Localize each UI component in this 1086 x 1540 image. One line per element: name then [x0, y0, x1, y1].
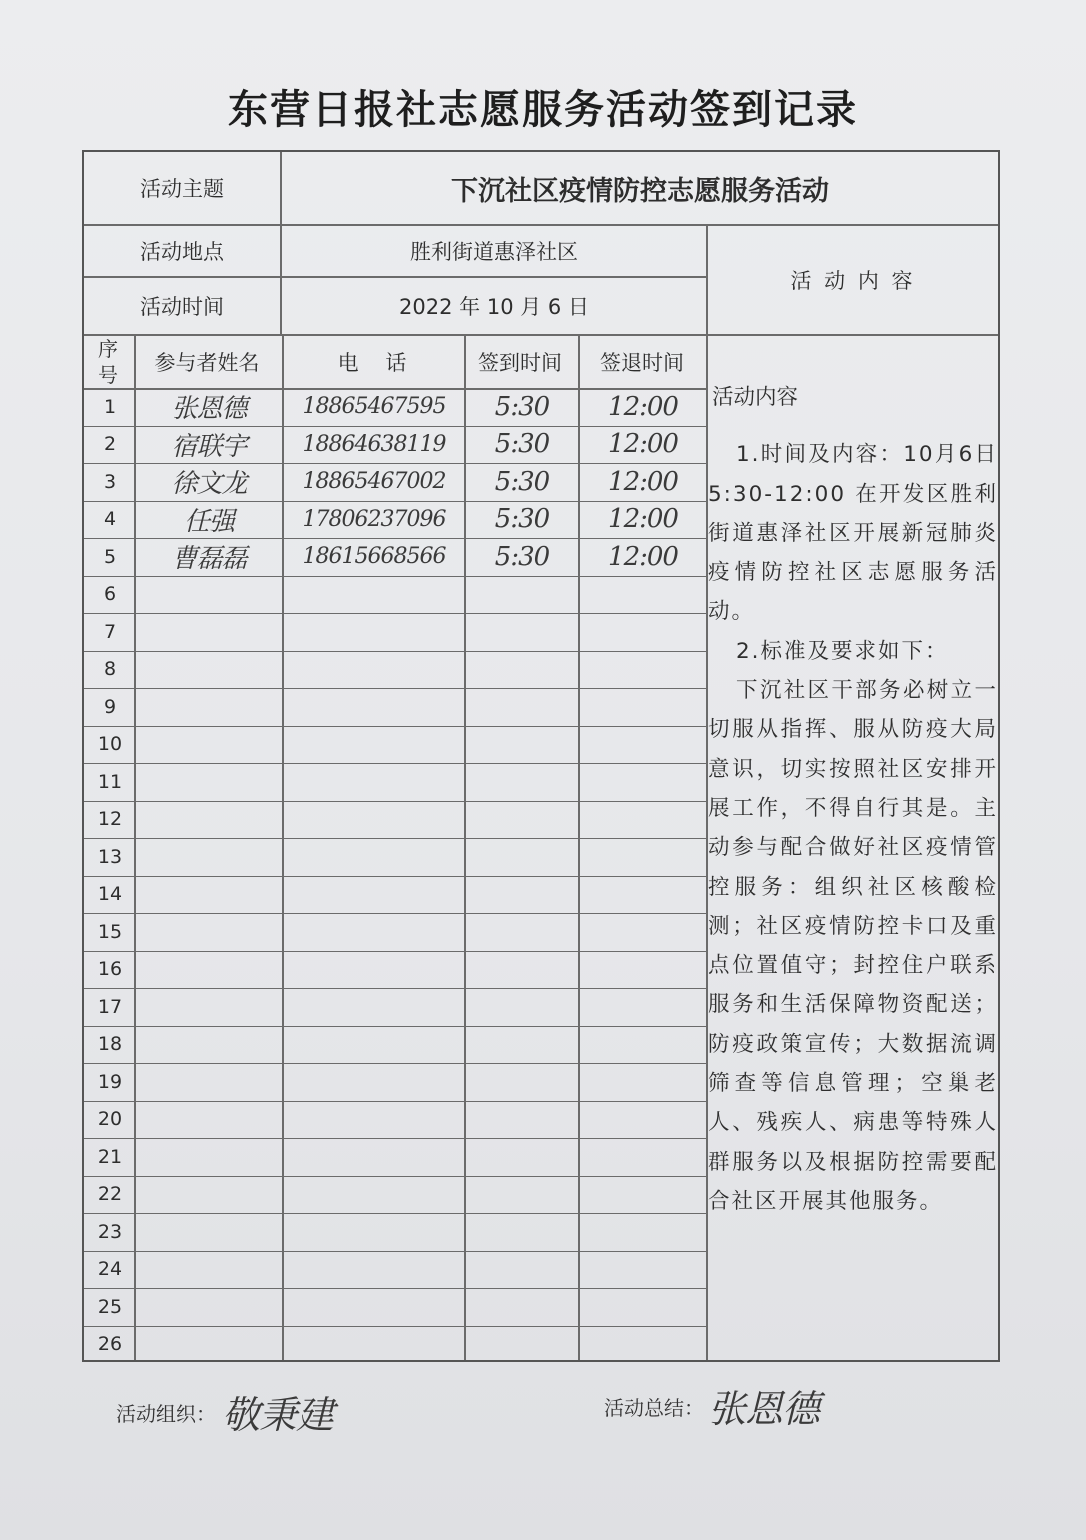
- participant-name: [136, 1288, 282, 1326]
- phone-number: [284, 1063, 464, 1101]
- grid-line: [84, 763, 706, 764]
- checkout-time: [580, 951, 706, 989]
- phone-number: [284, 726, 464, 764]
- table-row: [84, 951, 706, 989]
- row-number: 5: [103, 545, 117, 568]
- checkout-time: [580, 763, 706, 801]
- checkin-time: [466, 763, 578, 801]
- checkout-time: [580, 1326, 706, 1364]
- row-number: 16: [97, 958, 123, 981]
- checkout-time: [580, 1288, 706, 1326]
- participant-name: [136, 613, 282, 651]
- checkin-time: [466, 1026, 578, 1064]
- checkin-time: [466, 1138, 578, 1176]
- phone-number: [284, 1026, 464, 1064]
- participant-name: 张恩德: [171, 394, 247, 425]
- grid-line: [84, 1101, 706, 1102]
- checkin-time: [466, 1213, 578, 1251]
- summary-label: 活动总结：: [604, 1396, 704, 1420]
- phone-number: 18864638119: [302, 431, 446, 457]
- table-row: [84, 463, 706, 501]
- table-row: [84, 613, 706, 651]
- checkout-time: [580, 1251, 706, 1289]
- grid-line: [84, 1288, 706, 1289]
- theme-value: 下沉社区疫情防控志愿服务活动: [451, 175, 829, 207]
- checkout-time: [580, 838, 706, 876]
- checkout-time: 12:00: [608, 466, 678, 497]
- organizer-label: 活动组织：: [116, 1402, 216, 1426]
- content-heading: 活动内容: [712, 385, 799, 410]
- phone-number: [284, 1288, 464, 1326]
- checkin-time: [466, 1176, 578, 1214]
- row-number: 6: [103, 583, 117, 606]
- table-row: [84, 1251, 706, 1289]
- participant-name: [136, 1326, 282, 1364]
- checkin-time: 5:30: [494, 504, 550, 535]
- checkin-time: [466, 1251, 578, 1289]
- phone-number: [284, 651, 464, 689]
- location-label: 活动地点: [140, 240, 224, 264]
- table-row: [84, 876, 706, 914]
- grid-line: [84, 576, 706, 577]
- row-number: 18: [97, 1033, 123, 1056]
- checkout-time: [580, 1026, 706, 1064]
- grid-line: [84, 388, 706, 390]
- participant-name: [136, 1026, 282, 1064]
- grid-line: [84, 613, 706, 614]
- checkin-time: [466, 913, 578, 951]
- checkin-time: 5:30: [494, 466, 550, 497]
- table-row: [84, 388, 706, 426]
- grid-line: [578, 336, 580, 1360]
- grid-line: [84, 688, 706, 689]
- phone-number: [284, 688, 464, 726]
- row-number: 24: [97, 1258, 123, 1281]
- content-para-2: 2.标准及要求如下：: [736, 638, 949, 664]
- table-row: [84, 651, 706, 689]
- checkin-time: [466, 951, 578, 989]
- checkout-time: [580, 988, 706, 1026]
- checkout-time: [580, 651, 706, 689]
- location-value: 胜利街道惠泽社区: [410, 240, 578, 264]
- checkin-time: [466, 1326, 578, 1364]
- checkout-time: 12:00: [608, 541, 678, 572]
- participant-name: [136, 838, 282, 876]
- phone-header: 电 话: [337, 351, 407, 375]
- checkin-header: 签到时间: [478, 351, 562, 375]
- row-number: 8: [103, 658, 117, 681]
- checkout-time: 12:00: [608, 429, 678, 460]
- seq-header: [84, 336, 132, 388]
- row-number: 10: [97, 733, 123, 756]
- phone-number: 18865467595: [302, 394, 446, 420]
- table-row: [84, 426, 706, 464]
- participant-name: 任强: [183, 506, 234, 537]
- row-number: 11: [97, 770, 123, 793]
- page-title: 东营日报社志愿服务活动签到记录: [228, 86, 858, 133]
- phone-number: [284, 763, 464, 801]
- phone-number: [284, 951, 464, 989]
- checkin-time: [466, 876, 578, 914]
- checkin-time: [466, 726, 578, 764]
- checkout-time: [580, 576, 706, 614]
- row-number: 21: [97, 1145, 123, 1168]
- participant-name: 曹磊磊: [171, 544, 247, 575]
- grid-line: [84, 838, 706, 839]
- row-number: 17: [97, 995, 123, 1018]
- participant-name: [136, 988, 282, 1026]
- participant-name: [136, 1176, 282, 1214]
- table-row: [84, 838, 706, 876]
- grid-line: [84, 801, 706, 802]
- table-row: [84, 1213, 706, 1251]
- checkin-time: 5:30: [494, 429, 550, 460]
- row-number: 7: [103, 620, 117, 643]
- table-row: [84, 1138, 706, 1176]
- grid-line: [134, 336, 136, 1360]
- table-row: [84, 1288, 706, 1326]
- phone-number: [284, 1176, 464, 1214]
- checkout-time: [580, 1176, 706, 1214]
- row-number: 1: [103, 395, 117, 418]
- table-row: [84, 763, 706, 801]
- row-number: 4: [103, 508, 117, 531]
- participant-name: [136, 651, 282, 689]
- table-row: [84, 1026, 706, 1064]
- participant-name: 徐文龙: [171, 469, 247, 500]
- checkout-time: [580, 726, 706, 764]
- time-label: 活动时间: [140, 295, 224, 319]
- checkin-time: [466, 688, 578, 726]
- checkin-time: [466, 576, 578, 614]
- table-row: [84, 1063, 706, 1101]
- checkout-time: 12:00: [608, 391, 678, 422]
- grid-line: [84, 501, 706, 502]
- grid-line: [464, 336, 466, 1360]
- participant-name: [136, 876, 282, 914]
- participant-name: [136, 1251, 282, 1289]
- table-row: [84, 801, 706, 839]
- checkin-time: [466, 801, 578, 839]
- grid-line: [84, 913, 706, 914]
- row-number: 22: [97, 1183, 123, 1206]
- table-row: [84, 913, 706, 951]
- grid-line: [84, 988, 706, 989]
- grid-line: [84, 538, 706, 539]
- phone-number: [284, 1138, 464, 1176]
- phone-number: 18865467002: [302, 469, 446, 495]
- row-number: 23: [97, 1220, 123, 1243]
- checkout-time: [580, 801, 706, 839]
- phone-number: [284, 1326, 464, 1364]
- seq-header-line2: 号: [98, 363, 118, 387]
- participant-name: [136, 1101, 282, 1139]
- phone-number: [284, 876, 464, 914]
- row-number: 26: [97, 1333, 123, 1356]
- participant-name: [136, 913, 282, 951]
- theme-label: 活动主题: [140, 177, 224, 201]
- participant-name: [136, 1213, 282, 1251]
- row-number: 15: [97, 920, 123, 943]
- row-number: 20: [97, 1108, 123, 1131]
- grid-line: [84, 463, 706, 464]
- row-number: 12: [97, 808, 123, 831]
- phone-number: 17806237096: [302, 506, 446, 532]
- table-row: [84, 1326, 706, 1364]
- phone-number: [284, 838, 464, 876]
- checkin-time: [466, 1063, 578, 1101]
- row-number: 19: [97, 1070, 123, 1093]
- summary-signature: 张恩德: [708, 1387, 820, 1431]
- seq-header-line1: 序: [98, 337, 118, 361]
- phone-number: [284, 1251, 464, 1289]
- organizer-signature: 敬秉建: [222, 1393, 334, 1437]
- phone-number: [284, 801, 464, 839]
- participant-name: [136, 1063, 282, 1101]
- checkout-time: 12:00: [608, 504, 678, 535]
- participant-name: [136, 763, 282, 801]
- time-value: 2022 年 10 月 6 日: [399, 295, 589, 319]
- table-row: [84, 726, 706, 764]
- name-header: 参与者姓名: [154, 351, 260, 375]
- table-row: [84, 1176, 706, 1214]
- table-row: [84, 501, 706, 539]
- row-number: 9: [103, 695, 117, 718]
- checkout-time: [580, 1063, 706, 1101]
- checkin-time: [466, 838, 578, 876]
- grid-line: [84, 1251, 706, 1252]
- content-para-3: 下沉社区干部务必树立一切服从指挥、服从防疫大局意识，切实按照社区安排开展工作，不得自行其是。主动参与配合做好社区疫情管控服务：组织社区核酸检测；社区疫情防控卡口及重点位置值守；封控住户联系服务和生活保障物资配送；防疫政策宣传；大数据流调筛查等信息管理；空巢老人、残疾人、病患等特殊人群服务以及根据防控需要配合社区开展其他服务。: [708, 678, 998, 1214]
- grid-line: [84, 876, 706, 877]
- phone-number: [284, 576, 464, 614]
- table-row: [84, 576, 706, 614]
- participant-name: [136, 576, 282, 614]
- checkin-time: [466, 613, 578, 651]
- checkout-time: [580, 876, 706, 914]
- grid-line: [84, 651, 706, 652]
- table-row: [84, 538, 706, 576]
- phone-number: [284, 913, 464, 951]
- checkout-header: 签退时间: [600, 351, 684, 375]
- grid-line: [84, 1326, 706, 1327]
- grid-line: [282, 336, 284, 1360]
- grid-line: [84, 726, 706, 727]
- table-row: [84, 988, 706, 1026]
- participant-name: [136, 951, 282, 989]
- content-header: 活 动 内 容: [790, 269, 916, 293]
- checkout-time: [580, 1138, 706, 1176]
- checkout-time: [580, 613, 706, 651]
- checkout-time: [580, 1213, 706, 1251]
- row-number: 2: [103, 433, 117, 456]
- row-number: 25: [97, 1295, 123, 1318]
- content-para-1: 1.时间及内容：10月6日 5:30-12:00 在开发区胜利街道惠泽社区开展新冠肺炎疫情防控社区志愿服务活动。: [708, 442, 998, 625]
- grid-line: [84, 1176, 706, 1177]
- participant-name: [136, 726, 282, 764]
- phone-number: [284, 613, 464, 651]
- grid-line: [84, 1026, 706, 1027]
- participant-name: 宿联宇: [171, 431, 247, 462]
- checkin-time: 5:30: [494, 391, 550, 422]
- checkin-time: [466, 1101, 578, 1139]
- grid-line: [84, 951, 706, 952]
- checkout-time: [580, 1101, 706, 1139]
- phone-number: [284, 1213, 464, 1251]
- checkin-time: 5:30: [494, 541, 550, 572]
- checkin-time: [466, 1288, 578, 1326]
- participant-name: [136, 1138, 282, 1176]
- grid-line: [84, 426, 706, 427]
- grid-line: [84, 1138, 706, 1139]
- row-number: 3: [103, 470, 117, 493]
- checkin-time: [466, 651, 578, 689]
- checkin-time: [466, 988, 578, 1026]
- phone-number: [284, 988, 464, 1026]
- sign-in-table: [82, 150, 1000, 1362]
- row-number: 14: [97, 883, 123, 906]
- checkout-time: [580, 688, 706, 726]
- checkout-time: [580, 913, 706, 951]
- table-row: [84, 688, 706, 726]
- grid-line: [84, 1213, 706, 1214]
- grid-line: [84, 1063, 706, 1064]
- phone-number: 18615668566: [302, 544, 446, 570]
- participant-name: [136, 688, 282, 726]
- table-row: [84, 1101, 706, 1139]
- participant-name: [136, 801, 282, 839]
- phone-number: [284, 1101, 464, 1139]
- row-number: 13: [97, 845, 123, 868]
- content-panel: [708, 378, 998, 1221]
